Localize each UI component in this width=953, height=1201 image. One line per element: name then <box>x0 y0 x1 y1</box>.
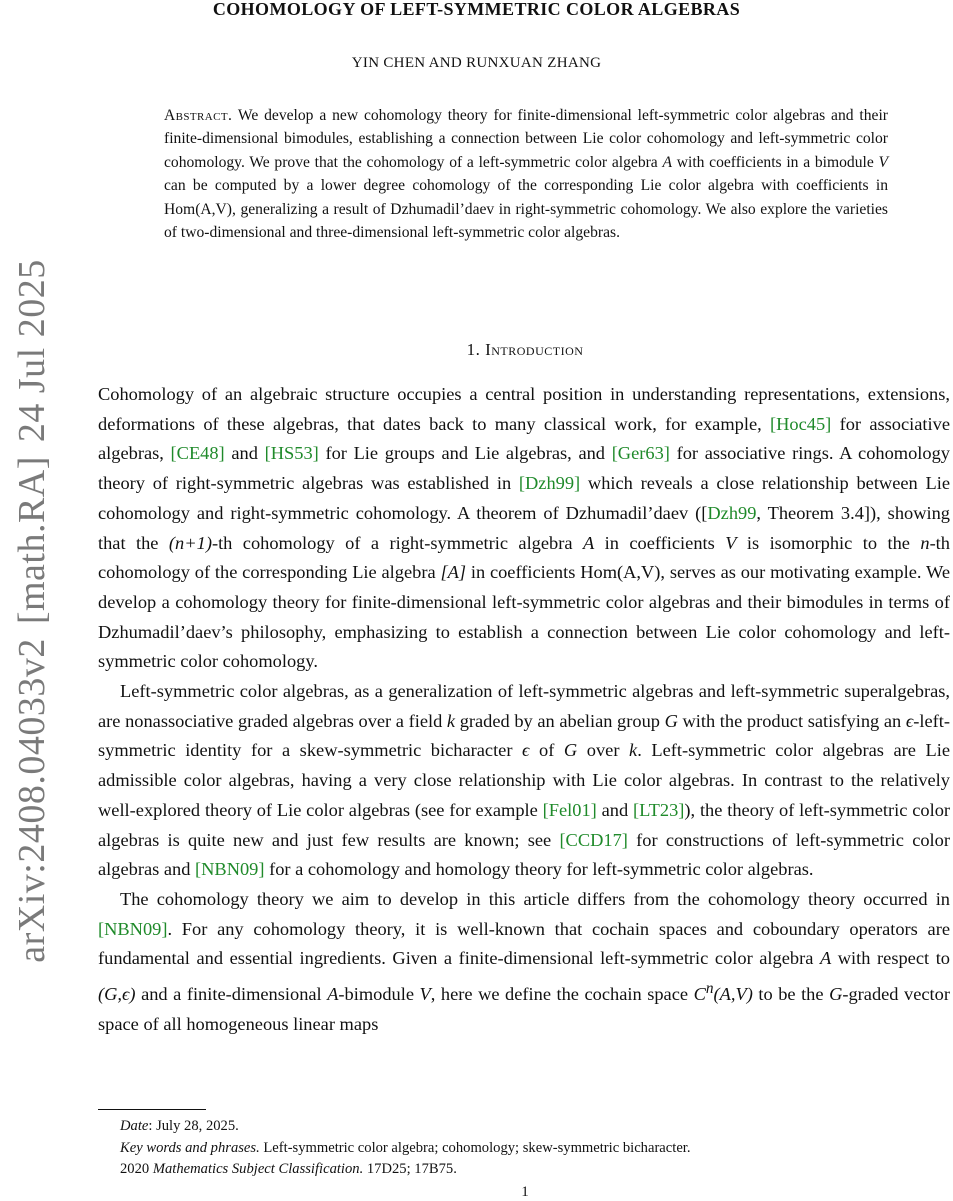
citation-link[interactable]: [CCD17] <box>559 829 628 850</box>
paragraph-2: Left-symmetric color algebras, as a generalization of left-symmetric algebras and left-symmetric superalgebras, are nonassociative graded algebras over a field k graded by an abelian group G with the product satisfying an ϵ-left-symmetric identity for a skew-symmetric bicharacter ϵ of G over k. Left-symmetric color algebras are Lie admissible color algebras, having a very close relationship with Lie color algebras. In contrast to the relatively well-explored theory of Lie color algebras (see for example [Fel01] and [LT23]), the theory of left-symmetric color algebras is quite new and just few results are known; see [CCD17] for constructions of left-symmetric color algebras and [NBN09] for a cohomology and homology theory for left-symmetric color algebras. <box>98 681 951 880</box>
footnote-keywords: Key words and phrases. Left-symmetric color algebra; cohomology; skew-symmetric bicharacter. <box>120 1139 691 1156</box>
citation-link[interactable]: [NBN09] <box>98 918 168 939</box>
citation-link[interactable]: [CE48] <box>170 443 225 464</box>
arxiv-id: arXiv:2408.04033v2 <box>11 638 53 963</box>
section-number: 1. <box>466 340 481 359</box>
citation-link[interactable]: [Fel01] <box>542 799 597 820</box>
citation-link[interactable]: [NBN09] <box>195 859 265 880</box>
paragraph-3: The cohomology theory we aim to develop in this article differs from the cohomology theory occurred in [NBN09]. For any cohomology theory, it is well-known that cochain spaces and coboundary operators are fundamental and essential ingredients. Given a finite-dimensional left-symmetric color algebra A with respect to (G,ϵ) and a finite-dimensional A-bimodule V, here we define the cochain space $C^n(A,V)$ to be the G-graded vector space of all homogeneous linear maps <box>98 888 951 1034</box>
citation-link[interactable]: [Hoc45] <box>770 413 832 434</box>
arxiv-date: 24 Jul 2025 <box>11 259 53 443</box>
arxiv-category: [math.RA] <box>11 456 53 625</box>
footnotes <box>120 1116 940 1181</box>
citation-link[interactable]: [Ger63] <box>611 443 670 464</box>
section-heading-introduction <box>0 340 953 360</box>
arxiv-identifier-stamp <box>10 259 54 963</box>
footnote-divider <box>98 1109 206 1110</box>
footnote-date: Date: July 28, 2025. <box>120 1118 239 1134</box>
paper-authors: YIN CHEN AND RUNXUAN ZHANG <box>351 55 602 71</box>
citation-link[interactable]: [LT23] <box>632 799 685 820</box>
footnote-msc: 2020 Mathematics Subject Classification. 17D25; 17B75. <box>120 1161 457 1177</box>
abstract-label: Abstract. <box>164 107 233 124</box>
abstract: Abstract. We develop a new cohomology theory for finite-dimensional left-symmetric color algebras and their finite-dimensional bimodules, establishing a connection between Lie color cohomology and left-symmetric color cohomology. We prove that the cohomology of a left-symmetric color algebra A with coefficients in a bimodule V can be computed by a lower degree cohomology of the corresponding Lie color algebra with coefficients in Hom(A,V), generalizing a result of Dzhumadil’daev in right-symmetric cohomology. We also explore the varieties of two-dimensional and three-dimensional left-symmetric color algebras. <box>164 107 889 242</box>
citation-link[interactable]: Dzh99 <box>707 502 757 523</box>
citation-link[interactable]: [HS53] <box>264 443 319 464</box>
paragraph-1: Cohomology of an algebraic structure occupies a central position in understanding representations, extensions, deformations of these algebras, that dates back to many classical work, for example, [Hoc45] for associative algebras, [CE48] and [HS53] for Lie groups and Lie algebras, and [Ger63] for associative rings. A cohomology theory of right-symmetric algebras was established in [Dzh99] which reveals a close relationship between Lie cohomology and right-symmetric cohomology. A theorem of Dzhumadil’daev ([Dzh99, Theorem 3.4]), showing that the (n+1)-th cohomology of a right-symmetric algebra A in coefficients V is isomorphic to the n-th cohomology of the corresponding Lie algebra [A] in coefficients Hom(A,V), serves as our motivating example. We develop a cohomology theory for finite-dimensional left-symmetric color algebras and their bimodules in terms of Dzhumadil’daev’s philosophy, emphasizing to establish a connection between Lie color cohomology and left-symmetric color cohomology. <box>98 384 950 672</box>
paper-title: COHOMOLOGY OF LEFT-SYMMETRIC COLOR ALGEBRAS <box>212 0 741 19</box>
page-number: 1 <box>521 1184 529 1200</box>
section-title: Introduction <box>485 340 584 359</box>
citation-link[interactable]: [Dzh99] <box>518 473 581 494</box>
body-text <box>98 380 950 1040</box>
